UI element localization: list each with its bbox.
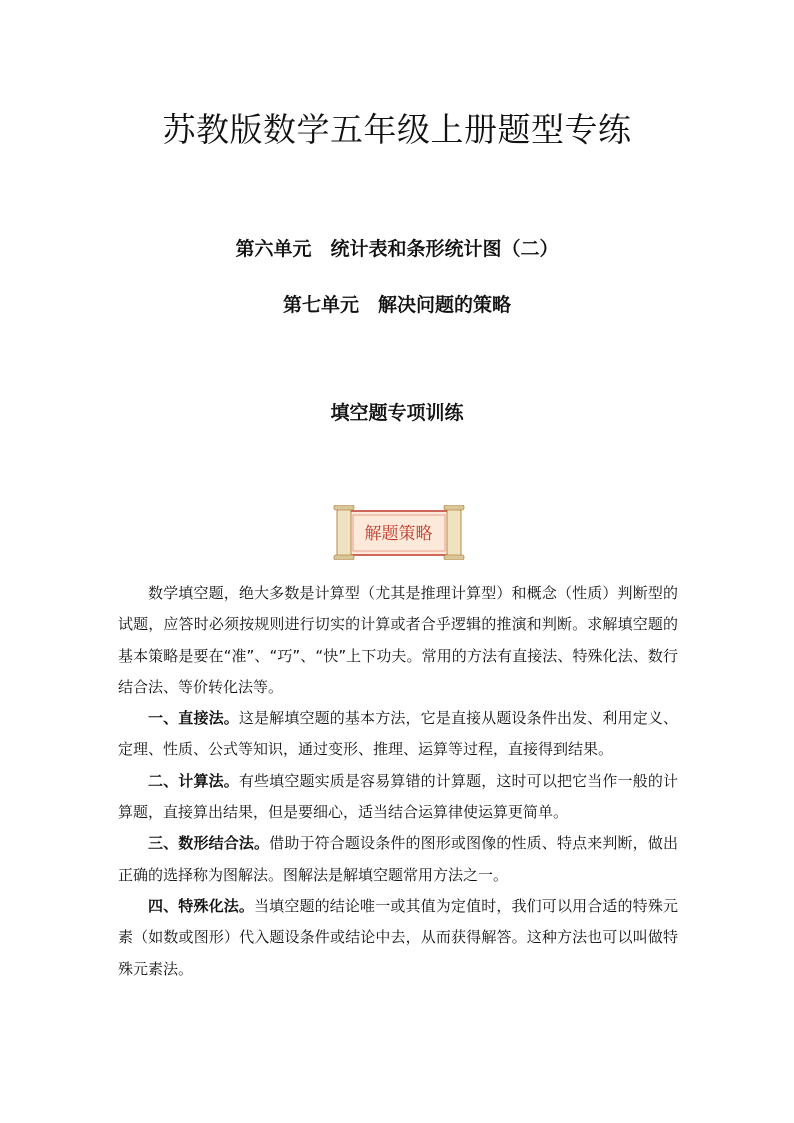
method-text-4: 当填空题的结论唯一或其值为定值时，我们可以用合适的特殊元素（如数或图形）代入题设条件或结论中去，从而获得解答。这种方法也可以叫做特殊元素法。 [118,896,678,978]
method-text-1: 这是解填空题的基本方法，它是直接从题设条件出发、利用定义、定理、性质、公式等知识，通过变形、推理、运算等过程，直接得到结果。 [118,709,678,759]
main-title: 苏教版数学五年级上册题型专练 [162,110,632,149]
method-paragraph-4 [118,891,678,985]
method-paragraph-3 [118,828,678,891]
method-paragraph-2 [118,766,678,829]
badge-label: 解题策略 [364,524,433,544]
method-title-2: 二、计算法。 [148,771,239,790]
section-title: 填空题专项训练 [330,402,464,424]
method-text-3: 借助于符合题设条件的图形或图像的性质、特点来判断，做出正确的选择称为图解法。图解法是解填空题常用方法之一。 [118,834,678,884]
method-text-2: 有些填空题实质是容易算错的计算题，这时可以把它当作一般的计算题，直接算出结果，但是要细心，适当结合运算律使运算更简单。 [118,771,678,822]
strategy-body [118,578,678,985]
method-title-3: 三、数形结合法。 [148,834,270,853]
unit7-heading: 第七单元 解决问题的策略 [282,294,511,316]
method-title-4: 四、特殊化法。 [148,896,255,915]
method-paragraph-1 [118,703,678,766]
unit6-heading: 第六单元 统计表和条形统计图（二） [235,238,559,260]
intro-paragraph: 数学填空题，绝大多数是计算型（尤其是推理计算型）和概念（性质）判断型的试题，应答时必须按规则进行切实的计算或者合乎逻辑的推演和判断。求解填空题的基本策略是要在“准”、“巧”、“快”上下功夫。常用的方法有直接法、特殊化法、数行结合法、等价转化法等。 [118,584,678,696]
method-title-1: 一、直接法。 [148,709,239,728]
strategy-scroll-badge [327,505,470,560]
